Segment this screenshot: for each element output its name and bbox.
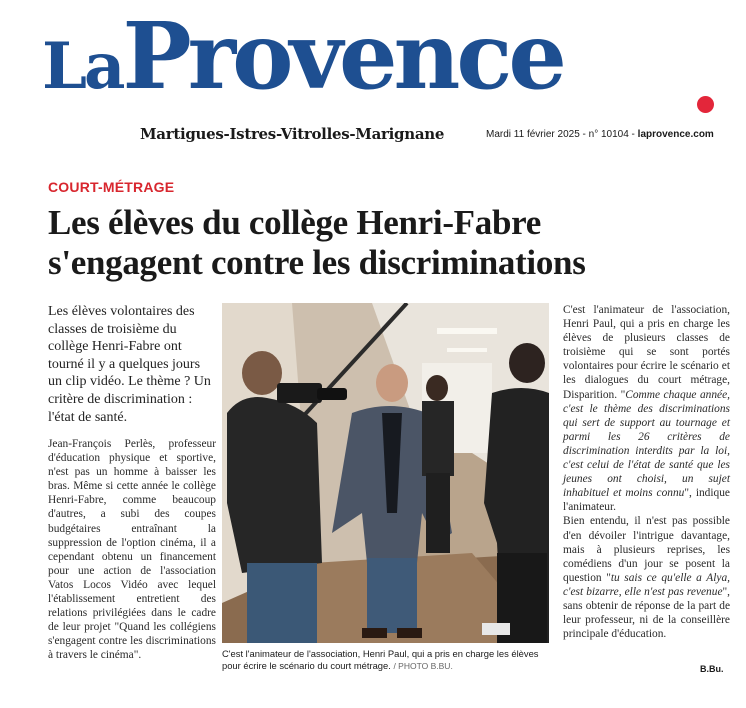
newspaper-logo[interactable]	[42, 2, 563, 110]
photo-illustration	[222, 303, 549, 643]
caption-text: C'est l'animateur de l'association, Henri Paul, qui a pris en charge les élèves pour écrire le scénario du court métrage.	[222, 648, 539, 671]
article-lead: Les élèves volontaires des classes de troisième du collège Henri-Fabre ont tourné il y a quelques jours un clip vidéo. Le thème ? Un critère de discrimination : l'état de santé.	[48, 304, 211, 425]
article-body-right	[563, 303, 730, 641]
headline-line-2: s'engagent contre les discriminations	[48, 243, 586, 282]
issue-line	[486, 129, 714, 140]
issue-date-number: Mardi 11 février 2025 - n° 10104 -	[486, 129, 638, 140]
photo-credit: / PHOTO B.BU.	[393, 661, 453, 671]
body-right-text-1: C'est l'animateur de l'association, Henri Paul, qui a pris en charge les élèves de plusieurs classes de troisième qui se sont portés volontaires pour écrire le scénario et les dialogues du court métrage, Disparition. "	[563, 304, 730, 401]
logo-provence: Provence	[122, 2, 563, 110]
headline-line-1: Les élèves du collège Henri-Fabre	[48, 203, 541, 242]
website-link[interactable]: laprovence.com	[637, 129, 714, 140]
article-body-left: Jean-François Perlès, professeur d'éducation physique et sportive, n'est pas un homme à baisser les bras. Même si cette année le collège Henri-Fabre, comme beaucoup d'autres, a subi des coupes budgétaires entraînant la suppression de l'option cinéma, il a cependant obtenu un financement pour une action de l'association Vatos Locos Vidéo avec lequel l'établissement entretient des relations privilégiées dans le cadre de leur projet "Quand les collégiens s'engagent contre les discriminations à travers le cinéma".	[48, 438, 216, 662]
author-signature: B.Bu.	[700, 664, 724, 674]
body-right-quote-1: Comme chaque année, c'est le thème des discriminations qui sert de support au tournage et parmi les 26 critères de discrimination interdits par la loi, c'est celui de l'état de santé que les jeunes ont choisi, un sujet inhabituel et moins connu	[563, 388, 730, 500]
masthead	[0, 0, 746, 150]
logo-la: La	[42, 29, 123, 104]
photo-caption	[222, 648, 552, 672]
edition-name: Martigues-Istres-Vitrolles-Marignane	[140, 125, 445, 143]
logo-red-dot	[697, 96, 714, 113]
article-headline	[48, 203, 728, 283]
body-right-text-2-end: ", sans obtenir de réponse de la part de leur professeur, ni de la conseillère principale d'éducation.	[563, 585, 730, 641]
body-right-text-1-end: ", indique l'animateur.	[563, 487, 730, 514]
body-right-text-2: Bien entendu, il n'est pas possible d'en dévoiler l'intrigue davantage, mais à plusieurs reprises, les comédiens d'un jour se posent la question "	[563, 515, 730, 584]
section-kicker: COURT-MÉTRAGE	[48, 179, 175, 195]
body-right-paragraph-2	[563, 514, 730, 641]
body-right-quote-2: tu sais ce qu'elle a Alya, c'est bizarre, elle n'est pas revenue	[563, 571, 730, 598]
article-photo	[222, 303, 549, 643]
body-right-paragraph-1	[563, 303, 730, 514]
